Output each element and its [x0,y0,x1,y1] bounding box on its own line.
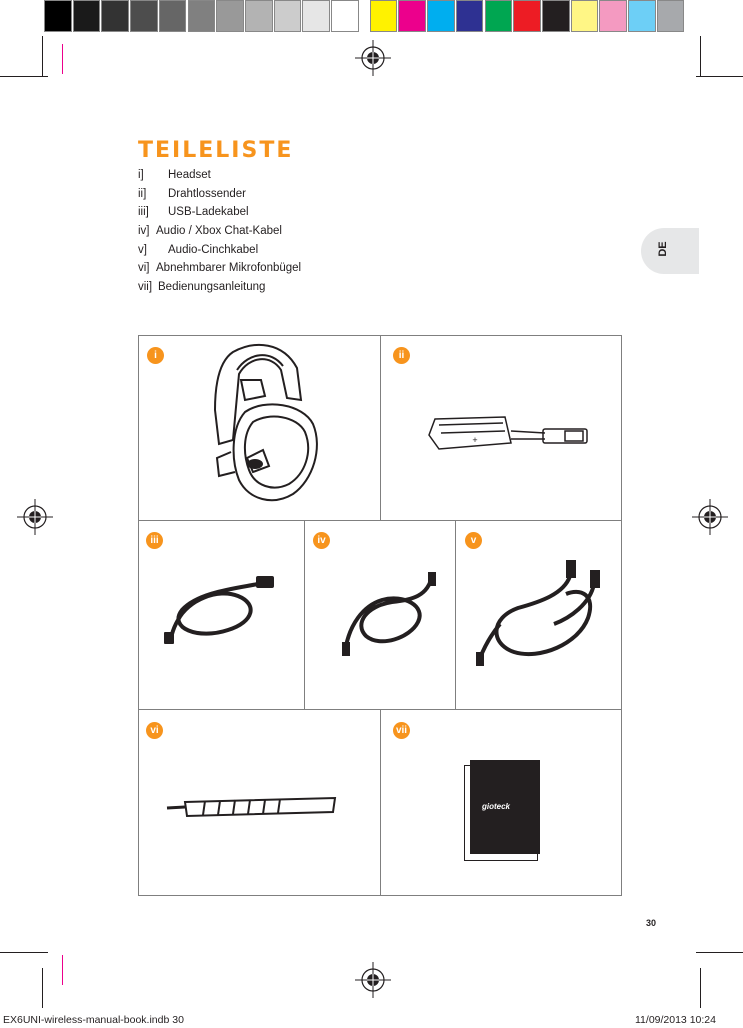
list-item [138,203,301,222]
svg-text:+: + [472,435,478,445]
badge-iv: iv [313,532,330,549]
list-item [138,185,301,204]
list-item-number: ii] [138,187,147,200]
grid-divider [304,520,305,709]
list-item-number: iii] [138,206,149,219]
color-swatch [398,0,426,32]
mic-boom-icon [165,792,345,822]
list-item-label: Abnehmbarer Mikrofonbügel [156,262,302,275]
color-swatch [245,0,273,32]
color-swatch [101,0,129,32]
slug-date: 11/09/2013 10:24 [635,1014,716,1026]
manual-booklet [470,760,540,854]
list-item-number: vii] [138,281,153,294]
color-swatch [427,0,455,32]
color-swatch [73,0,101,32]
color-swatch [188,0,216,32]
color-swatch [657,0,685,32]
color-swatch [599,0,627,32]
badge-iii: iii [146,532,163,549]
grid-divider [138,520,622,521]
list-item-label: Headset [168,169,211,181]
list-item-number: v] [138,243,147,256]
chat-cable-icon [332,566,442,666]
list-item-label: USB-Ladekabel [168,206,249,219]
badge-i: i [147,347,164,364]
color-swatch [542,0,570,32]
color-swatch [216,0,244,32]
headset-icon [205,340,330,512]
color-swatch [159,0,187,32]
registration-mark-icon [353,960,393,1000]
color-swatch [513,0,541,32]
registration-mark-icon [15,497,55,537]
page-number: 30 [646,918,657,928]
list-item-label: Audio / Xbox Chat-Kabel [156,225,282,238]
registration-mark-icon [690,497,730,537]
grid-divider [380,335,381,520]
list-item [138,241,301,260]
list-item-number: vi] [138,262,150,275]
color-swatch [456,0,484,32]
list-item [138,166,301,185]
list-item-label: Bedienungsanleitung [158,281,266,294]
language-tab-label: DE [657,241,669,257]
color-swatch [130,0,158,32]
list-item [138,259,301,278]
rca-cable-icon [470,554,610,670]
list-item-label: Drahtlossender [168,187,246,200]
color-swatch [44,0,72,32]
color-swatch [571,0,599,32]
color-swatch [331,0,359,32]
list-item-label: Audio-Cinchkabel [168,243,259,256]
manual-brand-logo: gioteck [482,802,511,811]
slug-file: EX6UNI-wireless-manual-book.indb 30 [3,1014,184,1026]
language-tab [641,228,699,274]
list-item [138,222,301,241]
badge-v: v [465,532,482,549]
registration-mark-icon [353,38,393,78]
list-item-number: iv] [138,225,150,238]
color-swatch [302,0,330,32]
badge-ii: ii [393,347,410,364]
grid-divider [380,709,381,896]
color-swatch [274,0,302,32]
badge-vi: vi [146,722,163,739]
usb-cable-icon [158,570,278,650]
color-swatch [628,0,656,32]
list-item-number: i] [138,169,144,181]
color-swatch [485,0,513,32]
color-swatch [370,0,398,32]
parts-list [138,166,301,297]
list-item [138,278,301,297]
transmitter-icon [425,415,595,455]
grid-divider [455,520,456,709]
page-title: TEILELISTE [138,138,294,163]
badge-vii: vii [393,722,410,739]
